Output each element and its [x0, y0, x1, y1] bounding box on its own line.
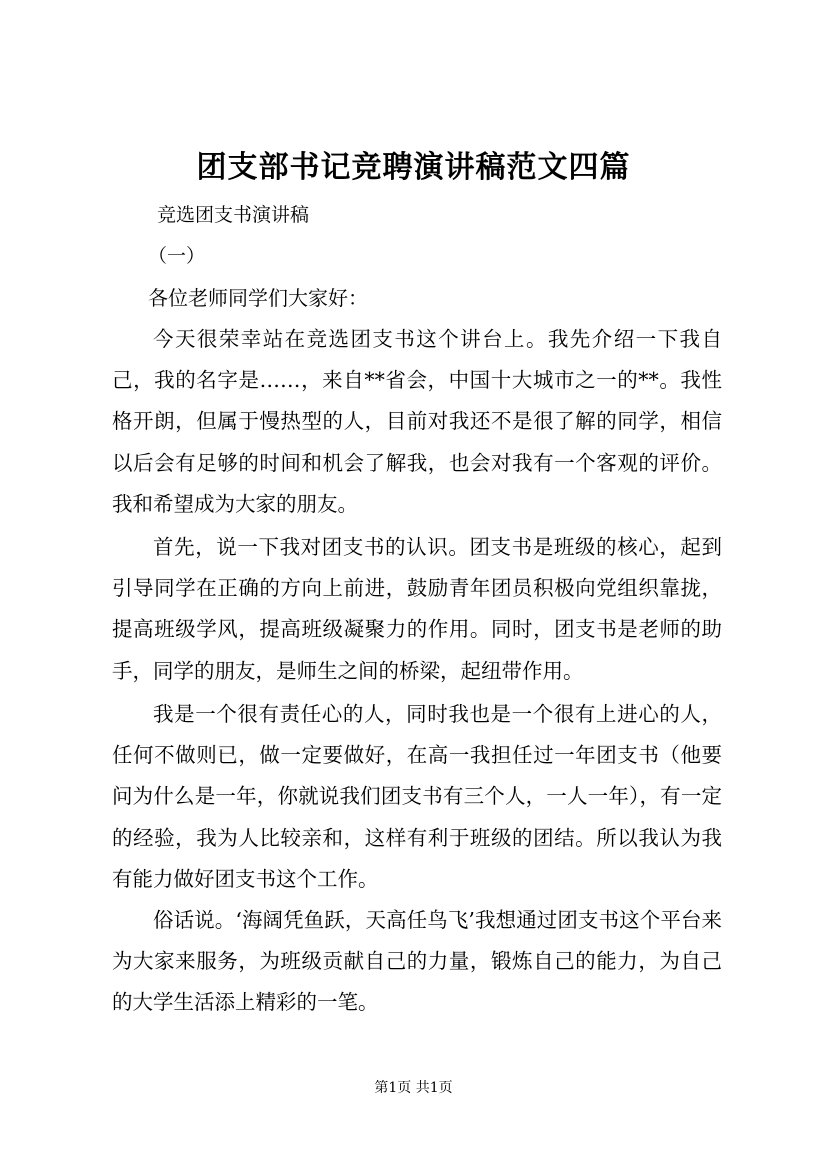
paragraph-text: 今天很荣幸站在竞选团支书这个讲台上。我先介绍一下我自己，我的名字是……，来自**省会，中国十大城市之一的**。我性格开朗，但属于慢热型的人，目前对我还不是很了解的同学，相信以后会有足够的时间和机会了解我，也会对我有一个客观的评价。我和希望成为大家的朋友。: [112, 327, 722, 516]
page-footer: 第1页 共1页: [374, 1080, 453, 1096]
paragraph-text: 我是一个很有责任心的人，同时我也是一个很有上进心的人，任何不做则已，做一定要做好，在高一我担任过一年团支书（他要问为什么是一年，你就说我们团支书有三个人，一人一年），有一定的经验，我为人比较亲和，这样有利于班级的团结。所以我认为我有能力做好团支书这个工作。: [112, 702, 722, 891]
body-paragraph-2: [112, 527, 722, 692]
document-title: 团支部书记竞聘演讲稿范文四篇: [196, 150, 631, 185]
document-subtitle: 竞选团支书演讲稿: [157, 204, 310, 226]
body-paragraph-4: [112, 900, 722, 1024]
body-paragraph-1: [112, 319, 722, 525]
paragraph-text: 首先，说一下我对团支书的认识。团支书是班级的核心，起到引导同学在正确的方向上前进，鼓励青年团员积极向党组织靠拢，提高班级学风，提高班级凝聚力的作用。同时，团支书是老师的助手，同学的朋友，是师生之间的桥梁，起纽带作用。: [112, 535, 722, 683]
greeting-line: 各位老师同学们大家好：: [148, 286, 368, 310]
body-paragraph-3: [112, 694, 722, 900]
paragraph-text: 俗话说。‘海阔凭鱼跃，天高任鸟飞’我想通过团支书这个平台来为大家来服务，为班级贡献自己的力量，锻炼自己的能力，为自己的大学生活添上精彩的一笔。: [112, 908, 722, 1015]
section-number: （一）: [148, 245, 206, 267]
